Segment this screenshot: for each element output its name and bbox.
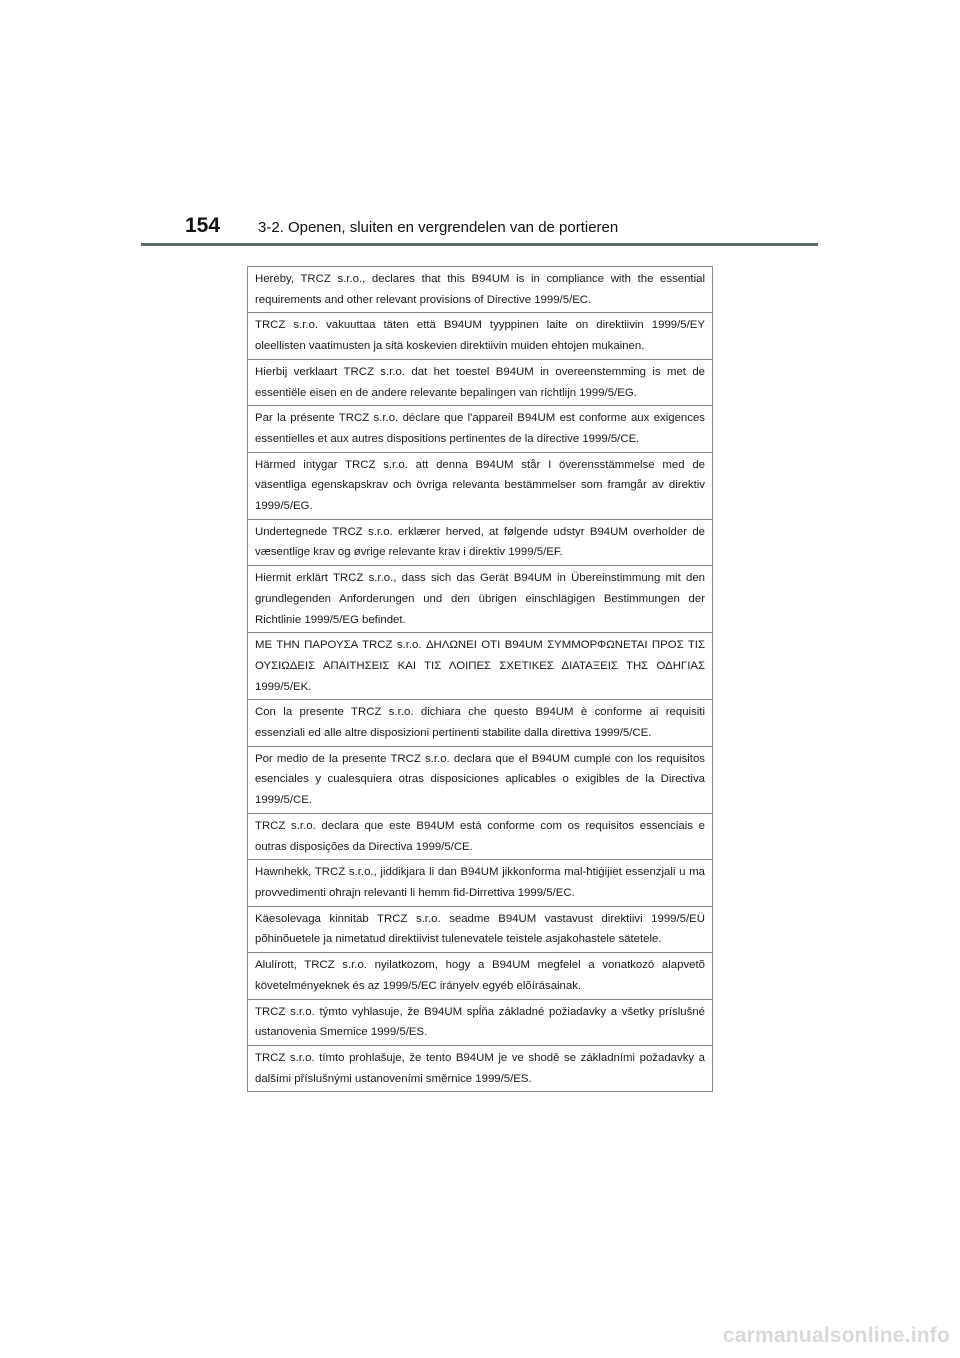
declaration-sv: Härmed intygar TRCZ s.r.o. att denna B94UM står I överensstämmelse med de väsentliga egenskapskrav och övriga relevanta bestämmelser som framgår av direktiv 1999/5/EG. — [248, 452, 712, 519]
declaration-pt: TRCZ s.r.o. declara que este B94UM está conforme com os requisitos essenciais e outras disposições da Directiva 1999/5/CE. — [248, 813, 712, 859]
declaration-en: Hereby, TRCZ s.r.o., declares that this B94UM is in compliance with the essential requirements and other relevant provisions of Directive 1999/5/EC. — [255, 273, 705, 306]
watermark: carmanualsonline.info — [722, 1324, 950, 1347]
declaration-table — [247, 266, 713, 1092]
declaration-nl: Hierbij verklaart TRCZ s.r.o. dat het toestel B94UM in overeenstemming is met de essentiële eisen en de andere relevante bepalingen van richtlijn 1999/5/EG. — [248, 359, 712, 405]
declaration-cs: TRCZ s.r.o. tímto prohlašuje, že tento B94UM je ve shodě se základními požadavky a dalšími příslušnými ustanoveními směrnice 1999/5/ES. — [248, 1045, 712, 1091]
declaration-fr: Par la présente TRCZ s.r.o. déclare que l'appareil B94UM est conforme aux exigences essentielles et aux autres dispositions pertinentes de la directive 1999/5/CE. — [248, 405, 712, 451]
declaration-it: Con la presente TRCZ s.r.o. dichiara che questo B94UM è conforme ai requisiti essenziali ed alle altre disposizioni pertinenti stabilite dalla direttiva 1999/5/CE. — [248, 699, 712, 745]
declaration-es: Por medio de la presente TRCZ s.r.o. declara que el B94UM cumple con los requisitos esenciales y cualesquiera otras disposiciones aplicables o exigibles de la Directiva 1999/5/CE. — [248, 746, 712, 813]
declaration-sk: TRCZ s.r.o. týmto vyhlasuje, že B94UM spĺňa základné požiadavky a všetky príslušné ustanovenia Smernice 1999/5/ES. — [248, 999, 712, 1045]
declaration-fi: TRCZ s.r.o. vakuuttaa täten että B94UM tyyppinen laite on direktiivin 1999/5/EY oleellisten vaatimusten ja sitä koskevien direktiivin muiden ehtojen mukainen. — [248, 312, 712, 358]
declaration-et: Käesolevaga kinnitab TRCZ s.r.o. seadme B94UM vastavust direktiivi 1999/5/EÜ põhinõuetele ja nimetatud direktiivist tulenevatele teistele asjakohastele sätetele. — [248, 906, 712, 952]
declaration-el: ΜΕ ΤΗΝ ΠΑΡΟΥΣΑ TRCZ s.r.o. ΔΗΛΩΝΕΙ ΟΤΙ B94UM ΣΥΜΜΟΡΦΩΝΕΤΑΙ ΠΡΟΣ ΤΙΣ ΟΥΣΙΩΔΕΙΣ ΑΠΑΙΤΗΣΕΙΣ ΚΑΙ ΤΙΣ ΛΟΙΠΕΣ ΣΧΕΤΙΚΕΣ ΔΙΑΤΑΞΕΙΣ ΤΗΣ ΟΔΗΓΙΑΣ 1999/5/ΕΚ. — [248, 632, 712, 699]
declaration-hu: Alulírott, TRCZ s.r.o. nyilatkozom, hogy a B94UM megfelel a vonatkozó alapvetõ követelményeknek és az 1999/5/EC irányelv egyéb elõírásainak. — [248, 952, 712, 998]
declaration-de: Hiermit erklärt TRCZ s.r.o., dass sich das Gerät B94UM in Übereinstimmung mit den grundlegenden Anforderungen und den übrigen einschlägigen Bestimmungen der Richtlinie 1999/5/EG befindet. — [248, 565, 712, 632]
section-title: 3-2. Openen, sluiten en vergrendelen van de portieren — [258, 219, 619, 236]
page-number: 154 — [185, 214, 221, 237]
header-rule — [141, 243, 818, 246]
declaration-mt: Hawnhekk, TRCZ s.r.o., jiddikjara li dan B94UM jikkonforma mal-ħtiġijiet essenzjali u ma provvedimenti oħrajn relevanti li hemm fid-Dirrettiva 1999/5/EC. — [248, 859, 712, 905]
declaration-da: Undertegnede TRCZ s.r.o. erklærer herved, at følgende udstyr B94UM overholder de væsentlige krav og øvrige relevante krav i direktiv 1999/5/EF. — [248, 519, 712, 565]
